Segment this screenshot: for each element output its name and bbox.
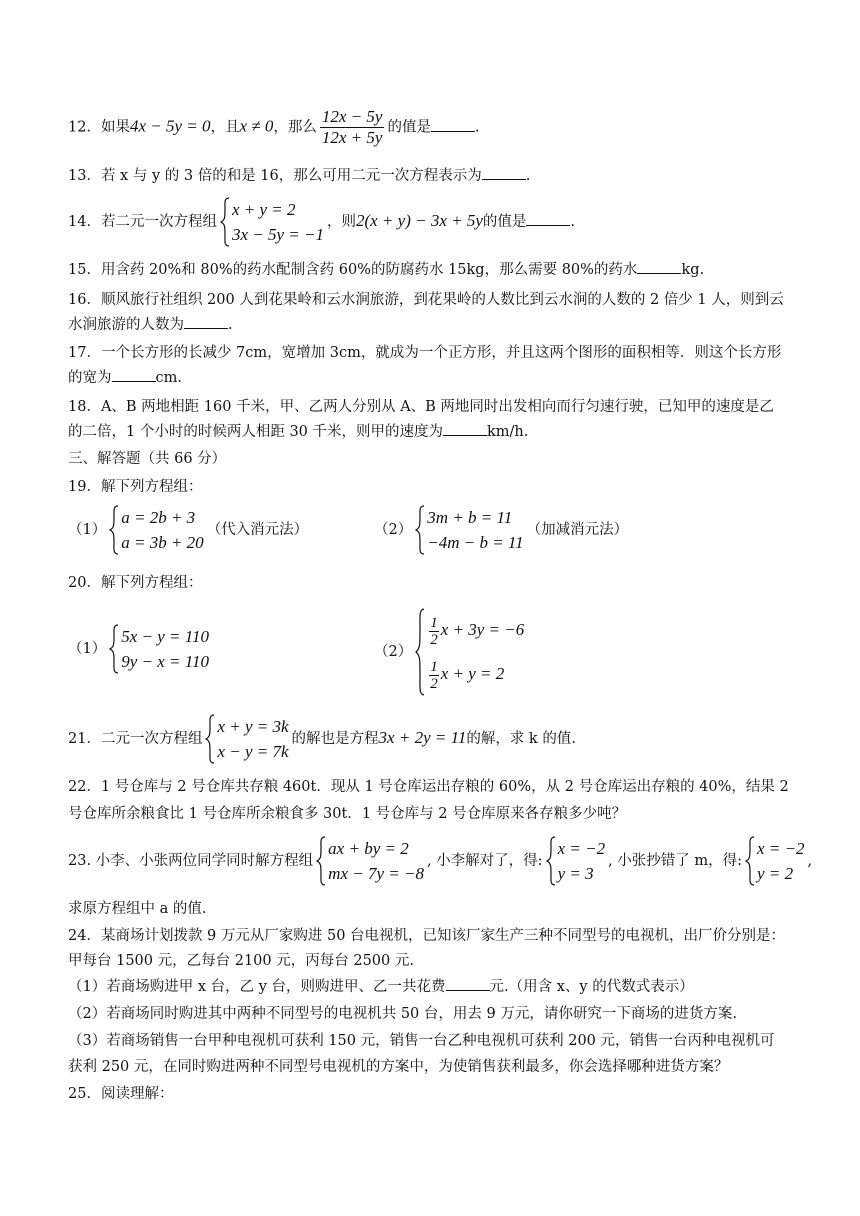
q19-p1-note: （代入消元法） — [206, 522, 309, 538]
q20-p2-frac1-num: 1 — [430, 614, 438, 631]
q19-p1-system — [109, 505, 203, 555]
q20-p2-system — [415, 608, 524, 696]
brace-icon — [109, 505, 119, 555]
question-18-line1: 18．A、B 两地相距 160 千米，甲、乙两人分别从 A、B 两地同时出发相向而行匀速行驶，已知甲的速度是乙 — [68, 399, 774, 415]
q23-row1: ax + by = 2 — [328, 839, 409, 858]
q17-line2-text: 的宽为 — [68, 370, 112, 386]
q23-s2-row1: x = −2 — [757, 839, 805, 858]
q21-prefix: 21．二元一次方程组 — [68, 731, 203, 747]
q21-suffix: 的解，求 k 的值. — [466, 731, 576, 747]
q23-solution2 — [745, 836, 805, 886]
q24-sub1-text: （1）若商场购进甲 x 台，乙 y 台，则购进甲、乙一共花费 — [68, 979, 446, 995]
q23-s2-row2: y = 2 — [757, 864, 794, 883]
question-18-line2 — [68, 422, 798, 442]
brace-icon — [745, 836, 755, 886]
q21-mid: 的解也是方程 — [291, 731, 379, 747]
q14-expression: 2(x + y) − 3x + 5y — [355, 211, 483, 230]
q19-p2-system — [415, 505, 523, 555]
q21-row1: x + y = 3k — [217, 717, 289, 736]
question-24-sub3-line1: （3）若商场销售一台甲种电视机可获利 150 元，销售一台乙种电视机可获利 200 元，销售一台丙种电视机可 — [68, 1033, 775, 1049]
q20-p1-system — [109, 624, 209, 674]
question-25-title: 25．阅读理解： — [68, 1086, 174, 1102]
answer-blank[interactable] — [637, 260, 681, 274]
q12-denominator: 12x + 5y — [321, 128, 383, 147]
q20-p2-frac2 — [429, 659, 439, 692]
question-23 — [68, 836, 813, 886]
question-24-line1: 24．某商场计划拨款 9 万元从厂家购进 50 台电视机，已知该厂家生产三种不同型号的电视机，出厂价分别是： — [68, 928, 786, 944]
q17-end: cm. — [155, 370, 182, 386]
question-14 — [68, 197, 798, 247]
q20-p2-frac1-den: 2 — [430, 631, 438, 648]
answer-blank[interactable] — [482, 166, 526, 180]
question-13 — [68, 166, 798, 186]
q19-p1-row1: a = 2b + 3 — [121, 508, 196, 527]
q20-p2-frac2-num: 1 — [430, 658, 438, 675]
question-22-line2: 号仓库所余粮食比 1 号仓库所余粮食多 30t．1 号仓库与 2 号仓库原来各存粮多少吨？ — [68, 806, 627, 822]
q12-mid1: ，且 — [210, 119, 240, 136]
q20-p1-row1: 5x − y = 110 — [121, 627, 210, 646]
brace-icon — [316, 836, 326, 886]
q18-line2-text: 的二倍，1 个小时的时候两人相距 30 千米，则甲的速度为 — [68, 424, 444, 440]
question-19-title: 19．解下列方程组： — [68, 479, 203, 495]
question-16-line2 — [68, 315, 798, 335]
q19-p2-label: （2） — [374, 522, 413, 538]
answer-blank[interactable] — [443, 422, 487, 436]
brace-icon — [415, 608, 425, 696]
question-12 — [68, 107, 798, 148]
question-17-line1: 17．一个长方形的长减少 7cm，宽增加 3cm，就成为一个正方形，并且这两个图形的面积相等．则这个长方形 — [68, 345, 782, 361]
question-19-part2 — [374, 505, 794, 555]
q23-mid2: , 小张抄错了 m，得: — [608, 853, 743, 869]
q23-row2: mx − 7y = −8 — [328, 864, 424, 883]
q23-prefix: 23. 小李、小张两位同学同时解方程组 — [68, 853, 314, 869]
q12-prefix: 12．如果 — [68, 119, 130, 136]
q19-p1-label: （1） — [68, 522, 107, 538]
question-24-sub2: （2）若商场同时购进其中两种不同型号的电视机共 50 台，用去 9 万元，请你研究一下商场的进货方案. — [68, 1006, 737, 1022]
question-17-line2 — [68, 368, 798, 388]
q19-p2-row1: 3m + b = 11 — [427, 508, 513, 527]
question-20-part2 — [374, 608, 794, 696]
q23-system — [316, 836, 424, 886]
q23-mid1: , 小李解对了，得: — [426, 853, 543, 869]
q14-row2: 3x − 5y = −1 — [231, 225, 324, 244]
q23-solution1 — [546, 836, 606, 886]
q21-equation: 3x + 2y = 11 — [378, 728, 467, 747]
question-22-line1: 22．1 号仓库与 2 号仓库共存粮 460t．现从 1 号仓库运出存粮的 60%，从 2 号仓库运出存粮的 40%，结果 2 — [68, 779, 789, 795]
q12-equation: 4x − 5y = 0 — [129, 116, 211, 136]
q20-p1-row2: 9y − x = 110 — [121, 652, 210, 671]
question-21 — [68, 714, 798, 764]
answer-blank[interactable] — [446, 977, 490, 991]
question-23-line2: 求原方程组中 a 的值. — [68, 901, 207, 917]
q21-system — [205, 714, 288, 764]
answer-blank[interactable] — [112, 368, 156, 382]
question-16-line1: 16．顺风旅行社组织 200 人到花果岭和云水涧旅游，到花果岭的人数比到云水涧的人数的 2 倍少 1 人，则到云 — [68, 292, 784, 308]
q14-prefix: 14．若二元一次方程组 — [68, 214, 217, 230]
q23-s1-row2: y = 3 — [557, 864, 594, 883]
q14-row1: x + y = 2 — [231, 200, 296, 219]
brace-icon — [546, 836, 556, 886]
q15-end: kg. — [681, 262, 705, 278]
q20-p2-row1: x + 3y = −6 — [440, 620, 525, 639]
q23-end: , — [807, 853, 813, 869]
question-20-title: 20．解下列方程组： — [68, 575, 203, 591]
q12-numerator: 12x − 5y — [321, 107, 383, 126]
q12-fraction — [320, 107, 385, 148]
q14-end: . — [570, 214, 575, 230]
q19-p2-row2: −4m − b = 11 — [427, 533, 524, 552]
question-24-sub1 — [68, 977, 798, 997]
q19-p1-row2: a = 3b + 20 — [121, 533, 204, 552]
q20-p2-row2: x + y = 2 — [440, 664, 505, 683]
answer-blank[interactable] — [431, 118, 475, 132]
q13-text: 13．若 x 与 y 的 3 倍的和是 16，那么可用二元一次方程表示为 — [68, 168, 482, 184]
q12-end: . — [474, 119, 480, 136]
q14-suffix: 的值是 — [482, 214, 527, 230]
q20-p2-label: （2） — [374, 644, 413, 660]
brace-icon — [205, 714, 215, 764]
q14-system — [220, 197, 324, 247]
answer-blank[interactable] — [526, 212, 570, 226]
q16-end: . — [228, 317, 233, 333]
question-24-line2: 甲每台 1500 元，乙每台 2100 元，丙每台 2500 元. — [68, 953, 414, 969]
q15-text: 15．用含药 20%和 80%的药水配制含药 60%的防腐药水 15kg，那么需要 80%的药水 — [68, 262, 638, 278]
q20-p2-frac2-den: 2 — [430, 675, 438, 692]
section-heading: 三、解答题（共 66 分） — [68, 451, 227, 467]
question-24-sub3-line2: 获利 250 元，在同时购进两种不同型号电视机的方案中，为使销售获利最多，你会选择哪种进货方案？ — [68, 1059, 729, 1075]
answer-blank[interactable] — [184, 315, 228, 329]
q12-suffix: 的值是 — [387, 119, 431, 136]
q12-condition: x ≠ 0 — [239, 116, 274, 136]
brace-icon — [415, 505, 425, 555]
q18-end: km/h. — [487, 424, 529, 440]
q19-p2-note: （加减消元法） — [526, 522, 629, 538]
q20-p2-frac1 — [429, 615, 439, 648]
brace-icon — [220, 197, 230, 247]
q21-row2: x − y = 7k — [217, 742, 289, 761]
question-15 — [68, 260, 798, 280]
q20-p1-label: （1） — [68, 641, 107, 657]
q13-end: . — [525, 168, 531, 184]
brace-icon — [109, 624, 119, 674]
q23-s1-row1: x = −2 — [557, 839, 606, 858]
q24-sub1-end: 元.（用含 x、y 的代数式表示） — [489, 979, 694, 995]
q14-mid: ，则 — [326, 214, 356, 230]
q16-line2-text: 水涧旅游的人数为 — [68, 317, 184, 333]
q12-mid2: ，那么 — [273, 119, 317, 136]
